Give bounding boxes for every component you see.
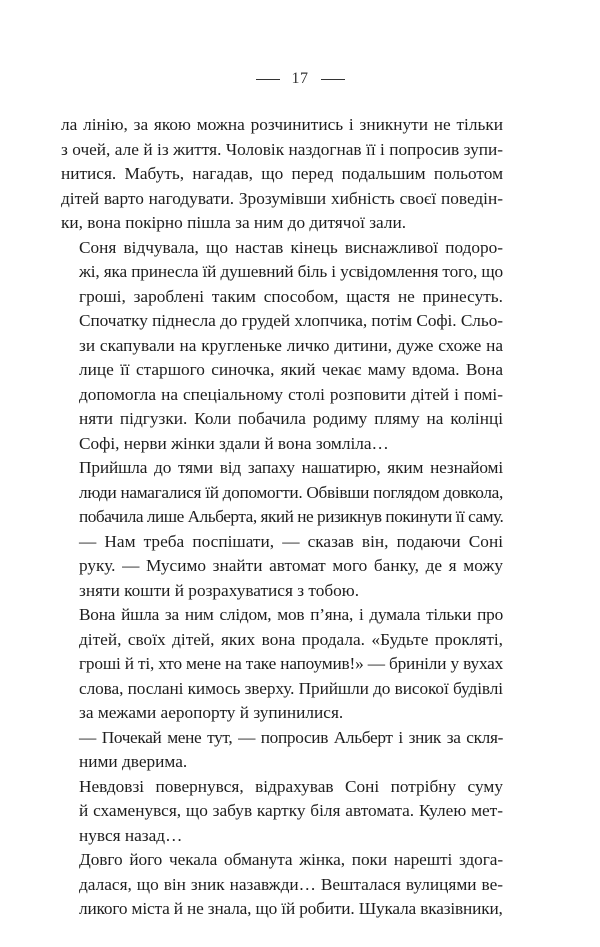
text-line: з очей, але й із життя. Чоловік наздогнав її і попросив зупи-: [61, 139, 503, 159]
paragraph: [61, 775, 503, 849]
page-header: [0, 70, 600, 88]
text-line: ла лінію, за якою можна розчинитись і зникнути не тільки: [61, 115, 503, 134]
text-line: руку. — Мусимо знайти автомат мого банку, де я можу: [79, 556, 503, 575]
paragraph: [61, 236, 503, 457]
text-line: допомогла на спеціальному столі розповити дітей і помі-: [79, 384, 503, 404]
text-line: слова, послані кимось зверху. Прийшли до високої будівлі: [79, 678, 503, 698]
text-line: побачила лише Альберта, який не ризикнув покинути її саму.: [79, 507, 504, 526]
text-line: жі, яка принесла їй душевний біль і усвідомлення того, що: [79, 262, 503, 281]
paragraph: [61, 530, 503, 604]
text-line: — Почекай мене тут, — попросив Альберт і зник за скля-: [79, 727, 503, 747]
text-line: ликого міста й не знала, що їй робити. Шукала вказівники,: [79, 899, 503, 918]
text-line: дітей, своїх дітей, яких вона продала. «Будьте прокляті,: [79, 629, 503, 649]
text-line: ки, вона покірно пішла за ним до дитячої зали.: [61, 213, 407, 232]
text-line: Соня відчувала, що настав кінець виснажливої подоро-: [79, 237, 503, 257]
text-line: дітей варто нагодувати. Зрозумівши хибність своєї поведін-: [61, 188, 503, 208]
page-number: 17: [291, 70, 309, 87]
text-line: нувся назад…: [79, 825, 183, 845]
text-line: Прийшла до тями від запаху нашатирю, яким незнайомі: [79, 458, 503, 477]
paragraph: [61, 113, 503, 236]
body-text: [61, 113, 503, 922]
text-line: гроші, зароблені таким способом, щастя не принесуть.: [79, 286, 503, 306]
text-line: Спочатку піднесла до грудей хлопчика, потім Софі. Сльо-: [79, 311, 503, 330]
text-line: Невдовзі повернувся, відрахував Соні потрібну суму: [79, 776, 503, 796]
paragraph: [61, 456, 503, 530]
header-rule-left: [256, 79, 280, 80]
text-line: Софі, нерви жінки здали й вона зомліла…: [79, 433, 389, 453]
text-line: ними дверима.: [79, 752, 188, 771]
paragraph: [61, 726, 503, 775]
header-rule-right: [321, 79, 345, 80]
text-line: й схаменувся, що забув картку біля автомата. Кулею мет-: [79, 801, 503, 820]
text-line: няти підгузки. Коли побачила родиму пляму на колінці: [79, 409, 503, 428]
text-line: далася, що він зник назавжди… Вешталася вулицями ве-: [79, 874, 503, 894]
text-line: гроші й ті, хто мене на таке напоумив!» — бриніли у вухах: [79, 654, 504, 673]
text-line: Довго його чекала обманута жінка, поки нарешті здога-: [79, 850, 503, 869]
text-line: люди намагалися їй допомогти. Обвівши поглядом довкола,: [79, 482, 504, 502]
paragraph: [61, 848, 503, 922]
text-line: за межами аеропорту й зупинилися.: [79, 703, 344, 722]
text-line: — Нам треба поспішати, — сказав він, подаючи Соні: [79, 531, 503, 551]
text-line: нитися. Мабуть, нагадав, що перед подальшим польотом: [61, 164, 503, 183]
text-line: зи скапували на кругленьке личко дитини, дуже схоже на: [79, 335, 503, 355]
text-line: Вона йшла за ним слідом, мов п’яна, і думала тільки про: [79, 605, 503, 624]
paragraph: [61, 603, 503, 726]
text-line: лице її старшого синочка, який чекає маму вдома. Вона: [79, 360, 503, 379]
text-line: зняти кошти й розрахуватися з тобою.: [79, 580, 360, 600]
